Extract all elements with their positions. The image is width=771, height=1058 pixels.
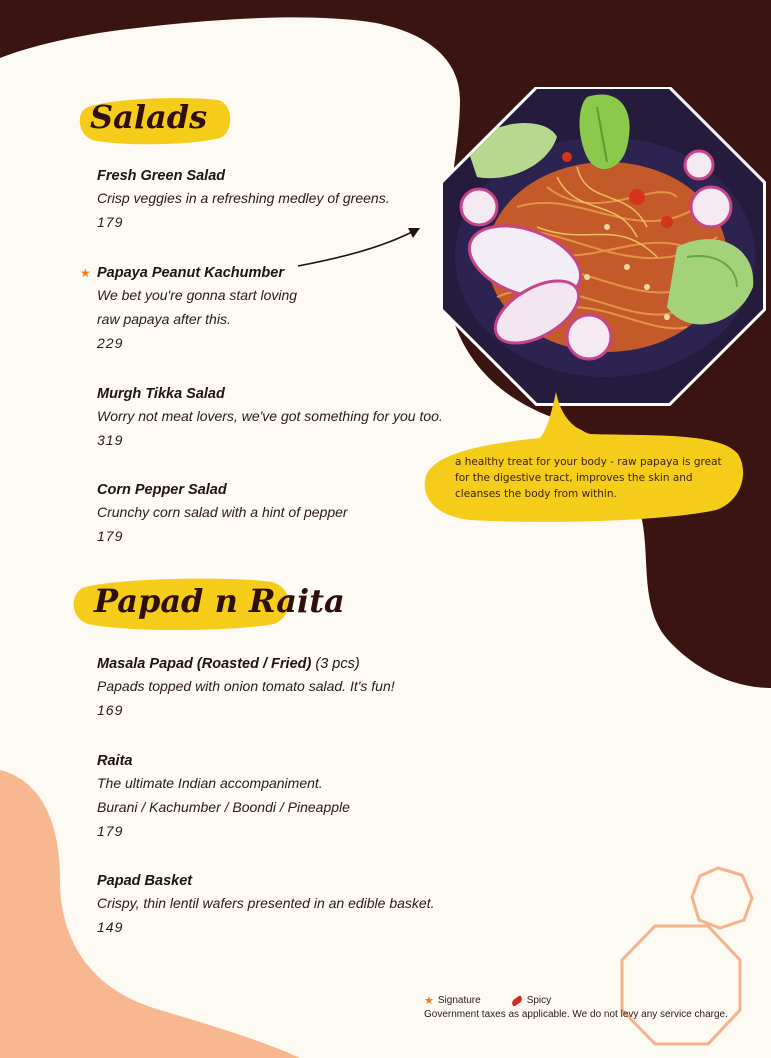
section-title: Salads [90,98,208,136]
callout-text: a healthy treat for your body - raw papaya is great for the digestive tract, improves the skin and cleanses the body from within. [455,456,722,500]
menu-item [97,263,457,355]
item-price: 179 [97,214,124,230]
menu-item [97,654,457,722]
chili-icon [510,995,523,1007]
item-description: Burani / Kachumber / Boondi / Pineapple [97,799,350,815]
item-name: Raita [97,753,133,769]
tax-note: Government taxes as applicable. We do not levy any service charge. [424,1009,728,1020]
menu-item [97,871,457,939]
section-title: Papad n Raita [94,582,345,620]
menu-item [97,480,457,548]
section-heading-papad-raita [72,574,345,632]
legend-keys [424,994,764,1008]
item-name: Papaya Peanut Kachumber [97,265,284,281]
item-price: 229 [97,335,124,351]
item-description: The ultimate Indian accompaniment. [97,775,323,791]
item-description: raw papaya after this. [97,311,231,327]
menu-item [97,384,457,452]
item-description: Papads topped with onion tomato salad. It's fun! [97,678,395,694]
signature-star-icon: ★ [80,266,91,280]
item-name: Papad Basket [97,873,193,889]
item-price: 169 [97,702,124,718]
item-price: 149 [97,919,124,935]
item-description: We bet you're gonna start loving [97,287,298,303]
signature-star-icon: ★ [424,995,434,1007]
menu-item [97,166,457,234]
item-name-text: Masala Papad (Roasted / Fried) [97,656,312,672]
item-name: Murgh Tikka Salad [97,386,225,402]
salad-photo [437,87,769,407]
section-heading-salads [78,92,238,148]
item-description: Crisp veggies in a refreshing medley of greens. [97,190,390,206]
item-description: Crunchy corn salad with a hint of pepper [97,504,348,520]
menu-item [97,751,457,843]
item-name [97,654,457,674]
legend [424,994,764,1022]
item-name: Corn Pepper Salad [97,482,227,498]
item-description: Worry not meat lovers, we've got something for you too. [97,408,443,424]
item-price: 179 [97,823,124,839]
item-price: 179 [97,528,124,544]
item-price: 319 [97,432,124,448]
legend-spicy-label: Spicy [526,995,552,1006]
item-quantity: (3 pcs) [315,656,360,672]
item-name: Fresh Green Salad [97,168,226,184]
legend-signature-label: Signature [437,995,481,1006]
item-description: Crispy, thin lentil wafers presented in an edible basket. [97,895,435,911]
